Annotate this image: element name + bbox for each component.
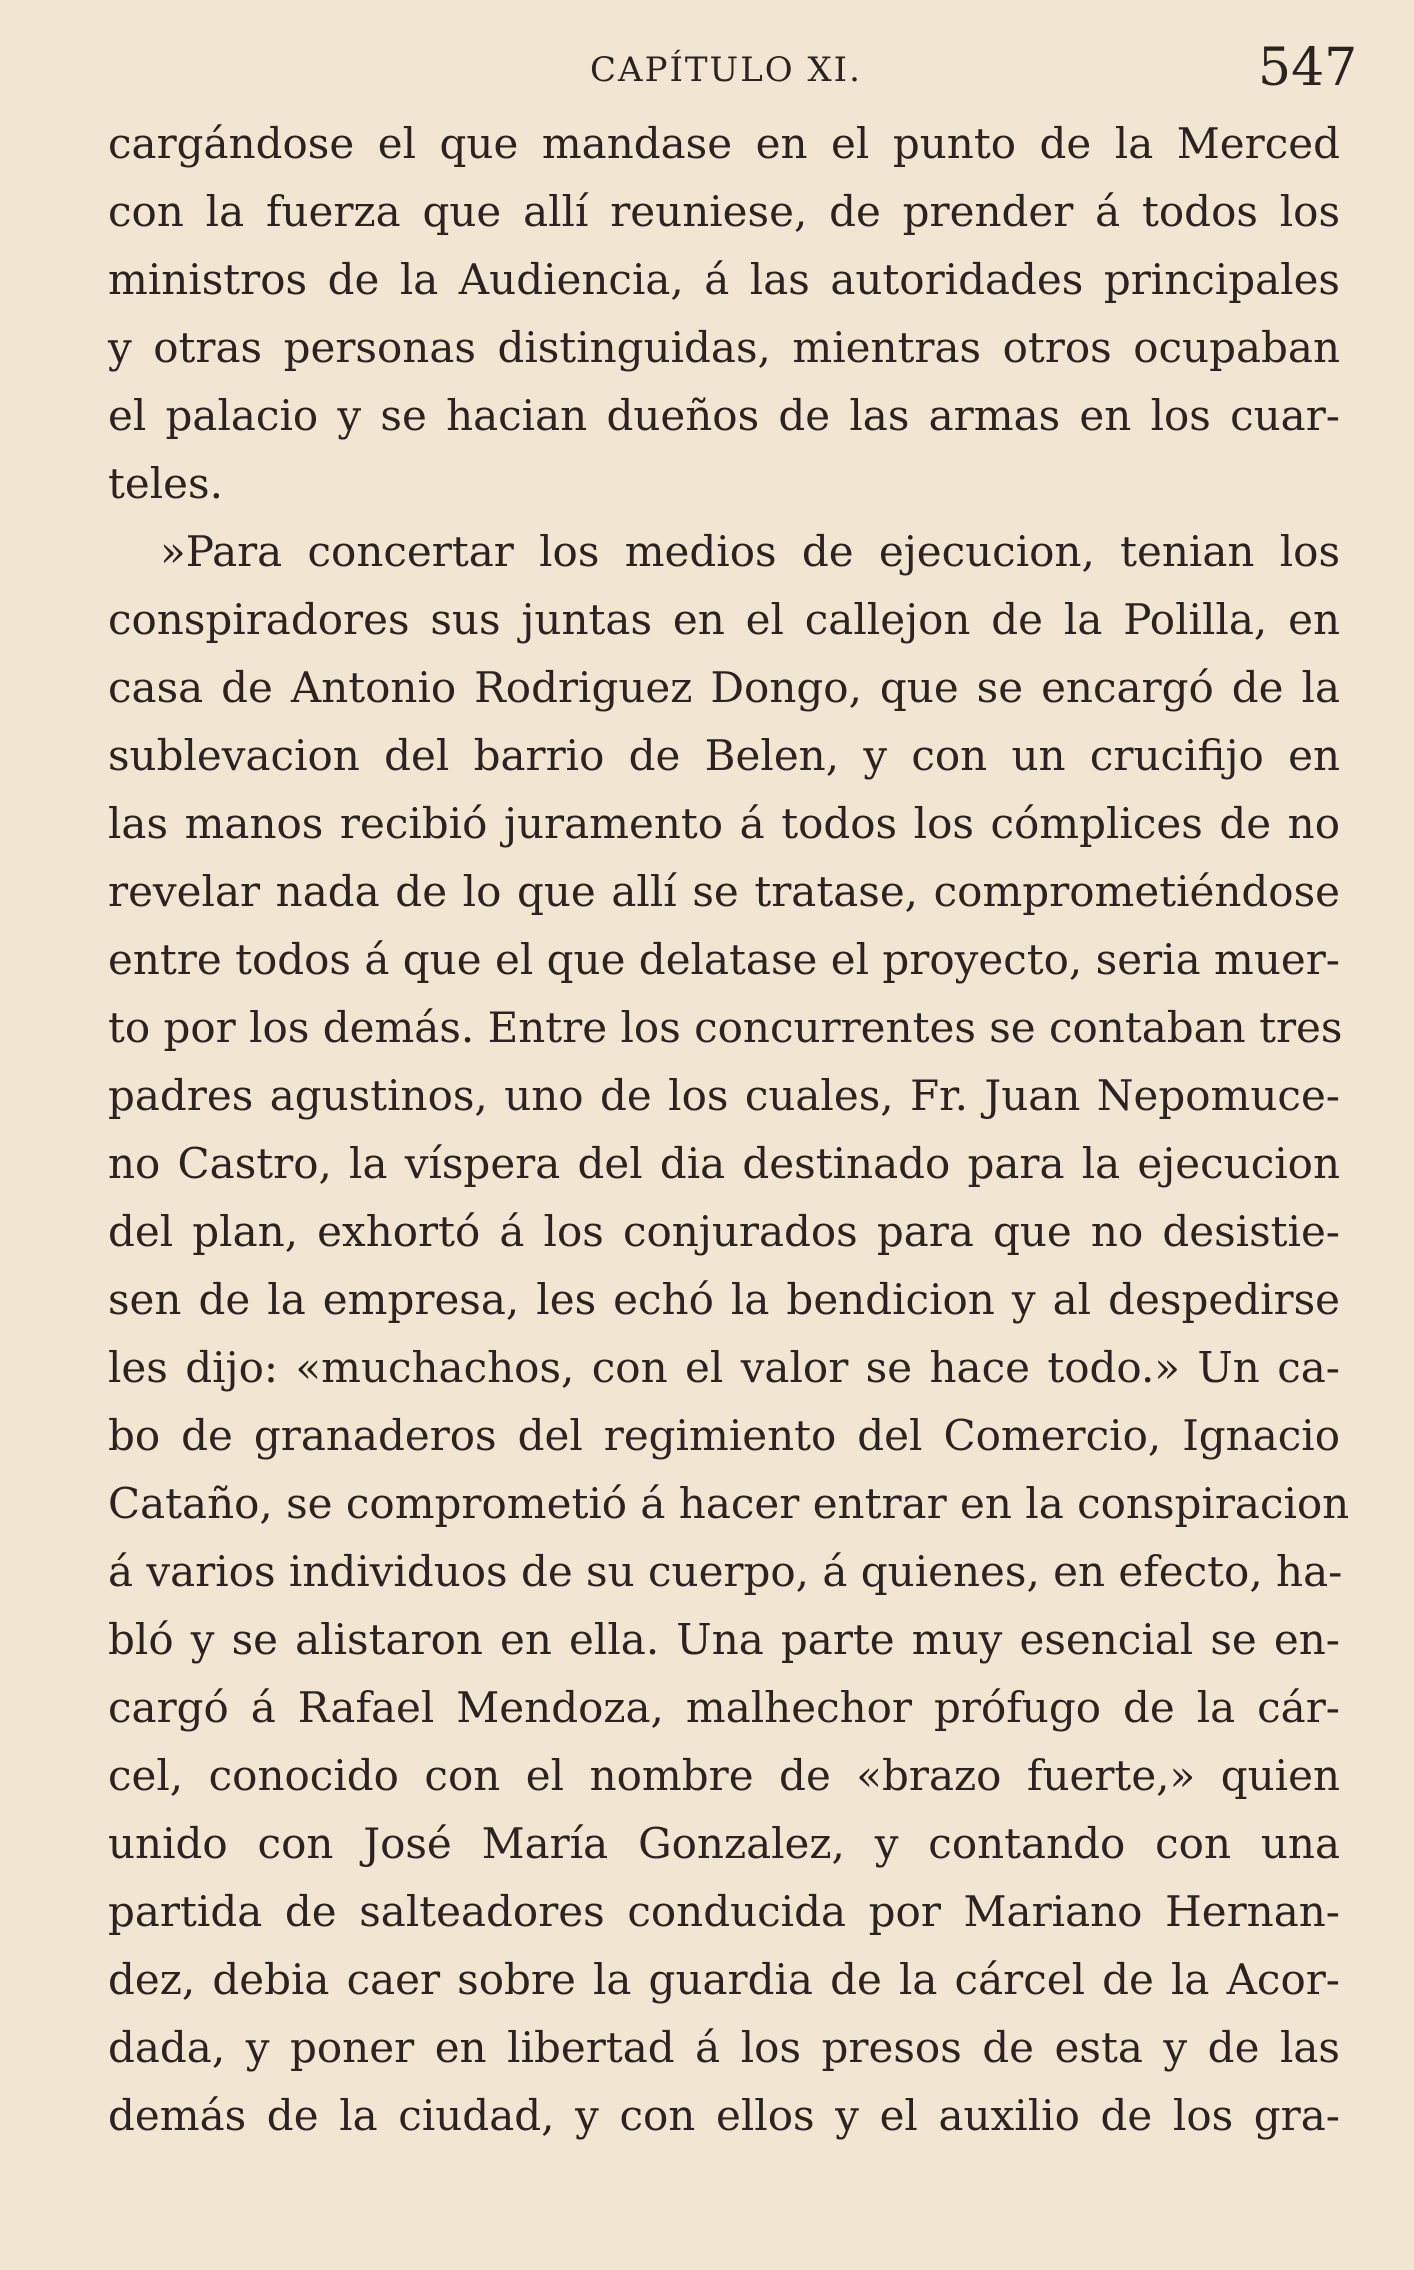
text-line: partida de salteadores conducida por Mariano Hernan- (108, 1887, 1340, 1936)
text-line: to por los demás. Entre los concurrentes se contaban tres (108, 1003, 1343, 1052)
text-line: del plan, exhortó á los conjurados para que no desistie- (108, 1207, 1340, 1256)
text-line: el palacio y se hacian dueños de las armas en los cuar- (108, 391, 1340, 440)
text-line: cargándose el que mandase en el punto de la Merced (108, 119, 1340, 168)
text-line: Cataño, se comprometió á hacer entrar en la conspiracion (108, 1479, 1350, 1528)
text-line: entre todos á que el que delatase el proyecto, seria muer- (108, 935, 1340, 984)
text-line: »Para concertar los medios de ejecucion, tenian los (160, 527, 1340, 576)
text-line: no Castro, la víspera del dia destinado para la ejecucion (108, 1139, 1340, 1188)
text-line: ministros de la Audiencia, á las autoridades principales (108, 255, 1340, 304)
text-line: las manos recibió juramento á todos los cómplices de no (108, 799, 1340, 848)
text-line: bo de granaderos del regimiento del Comercio, Ignacio (108, 1411, 1340, 1460)
text-line: dez, debia caer sobre la guardia de la cárcel de la Acor- (108, 1955, 1340, 2004)
running-header (0, 36, 1414, 106)
text-line: bló y se alistaron en ella. Una parte muy esencial se en- (108, 1615, 1340, 1664)
text-line: padres agustinos, uno de los cuales, Fr. Juan Nepomuce- (108, 1071, 1340, 1120)
text-line: á varios individuos de su cuerpo, á quienes, en efecto, ha- (108, 1547, 1343, 1596)
text-line: unido con José María Gonzalez, y contando con una (108, 1819, 1340, 1868)
text-line: con la fuerza que allí reuniese, de prender á todos los (108, 187, 1340, 236)
body-text (108, 110, 1350, 2150)
text-line: cel, conocido con el nombre de «brazo fuerte,» quien (108, 1751, 1340, 1800)
text-line: teles. (108, 459, 223, 508)
text-line: demás de la ciudad, y con ellos y el auxilio de los gra- (108, 2091, 1340, 2140)
text-line: sen de la empresa, les echó la bendicion y al despedirse (108, 1275, 1340, 1324)
text-line: y otras personas distinguidas, mientras otros ocupaban (108, 323, 1340, 372)
text-line: conspiradores sus juntas en el callejon de la Polilla, en (108, 595, 1340, 644)
text-line: dada, y poner en libertad á los presos de esta y de las (108, 2023, 1340, 2072)
chapter-title: CAPÍTULO XI. (590, 50, 862, 90)
text-line: les dijo: «muchachos, con el valor se hace todo.» Un ca- (108, 1343, 1340, 1392)
page-number: 547 (1258, 38, 1358, 98)
text-line: revelar nada de lo que allí se tratase, comprometiéndose (108, 867, 1340, 916)
text-line: sublevacion del barrio de Belen, y con un crucifijo en (108, 731, 1340, 780)
text-line: cargó á Rafael Mendoza, malhechor prófugo de la cár- (108, 1683, 1340, 1732)
text-line: casa de Antonio Rodriguez Dongo, que se encargó de la (108, 663, 1340, 712)
